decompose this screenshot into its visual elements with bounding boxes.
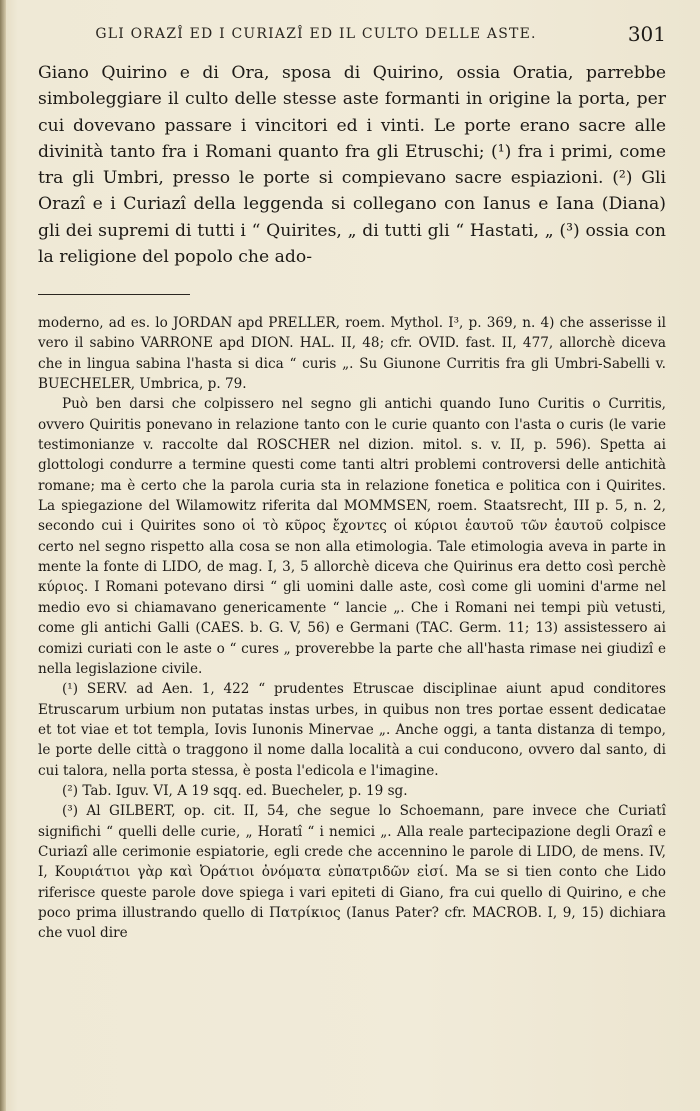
main-paragraph: Giano Quirino e di Ora, sposa di Quirino, ossia Oratia, parrebbe simboleggiare il culto delle stesse aste formanti in origine la porta, per cui dovevano passare i vincitori ed i vinti. Le porte erano sacre alle divinità tanto fra i Romani quanto fra gli Etruschi; (¹) fra i primi, come tra gli Umbri, presso le porte si compievano sacre espiazioni. (²) Gli Orazî e i Curiazî della leggenda si collegano con Ianus e Iana (Diana) gli dei supremi di tutti i “ Quirites, „ di tutti gli “ Hastati, „ (³) ossia con la religione del popolo che ado- [38, 63, 666, 268]
footnotes [38, 313, 666, 944]
footnote-3: (³) Al GILBERT, op. cit. II, 54, che segue lo Schoemann, pare invece che Curiatî significhi “ quelli delle curie, „ Horatî “ i nemici „. Alla reale partecipazione degli Orazî e Curiazî alle cerimonie espiatorie, egli crede che accennino le parole di LIDO, de mens. IV, I, Κουριάτιοι γὰρ καὶ Ὀράτιοι ὀνόματα εὐπατριδῶν εἰσί. Ma se si tien conto che Lido riferisce queste parole dove spiega i vari epiteti di Giano, fra cui quello di Quirino, e che poco prima illustrando quello di Πατρίκιος (Ianus Pater? cfr. MACROB. I, 9, 15) dichiara che vuol dire [38, 803, 666, 942]
footnote-2: (²) Tab. Iguv. VI, A 19 sqq. ed. Buecheler, p. 19 sg. [62, 782, 408, 799]
page-header [36, 22, 666, 52]
footnote-continuation: moderno, ad es. lo JORDAN apd PRELLER, roem. Mythol. I³, p. 369, n. 4) che asserisse il vero il sabino VARRONE apd DION. HAL. II, 48; cfr. OVID. fast. II, 477, allorchè diceva che in lingua sabina l'hasta si dica “ curis „. Su Giunone Curritis fra gli Umbri-Sabelli v. BUECHELER, Umbrica, p. 79. [38, 315, 666, 393]
page-gutter [0, 0, 6, 1111]
running-head: GLI ORAZÎ ED I CURIAZÎ ED IL CULTO DELLE ASTE. [95, 26, 537, 42]
footnote-separator [38, 294, 190, 295]
footnote-1: (¹) SERV. ad Aen. 1, 422 “ prudentes Etruscae disciplinae aiunt apud conditores Etruscarum urbium non putatas instas urbes, in quibus non tres portae essent dedicatae et tot viae et tot templa, Iovis Iunonis Minervae „. Anche oggi, a tanta distanza di tempo, le porte delle città o traggono il nome dalla località a cui conducono, ovvero dal santo, di cui talora, nella porta stessa, è posta l'edicola e l'imagine. [38, 681, 666, 779]
footnote-paragraph: Può ben darsi che colpissero nel segno gli antichi quando Iuno Curitis o Curritis, ovvero Quiritis ponevano in relazione tanto con le curie quanto con l'asta o curis (le varie testimonianze v. raccolte dal ROSCHER nel dizion. mitol. s. v. II, p. 596). Spetta ai glottologi condurre a termine questi come tanti altri problemi controversi delle antichità romane; ma è certo che la parola curia sta in relazione fonetica e politica con i Quirites. La spiegazione del Wilamowitz riferita dal MOMMSEN, roem. Staatsrecht, III p. 5, n. 2, secondo cui i Quirites sono οἱ τὸ κῦρος ἔχοντες οἱ κύριοι ἑαυτοῦ τῶν ἑαυτοῦ colpisce certo nel segno rispetto alla cosa se non alla etimologia. Tale etimologia aveva in parte in mente la fonte di LIDO, de mag. I, 3, 5 allorchè diceva che Quirinus era detto così perchè κύριος. I Romani potevano dirsi “ gli uomini dalle aste, così come gli uomini d'arme nel medio evo si chiamavano genericamente “ lancie „. Che i Romani nei tempi più vetusti, come gli antichi Galli (CAES. b. G. V, 56) e Germani (TAC. Germ. 11; 13) assistessero ai comizi curiati con le aste o “ cures „ proverebbe la parte che all'hasta rimase nei giudizî e nella legislazione civile. [38, 396, 666, 677]
page-number: 301 [627, 22, 666, 46]
